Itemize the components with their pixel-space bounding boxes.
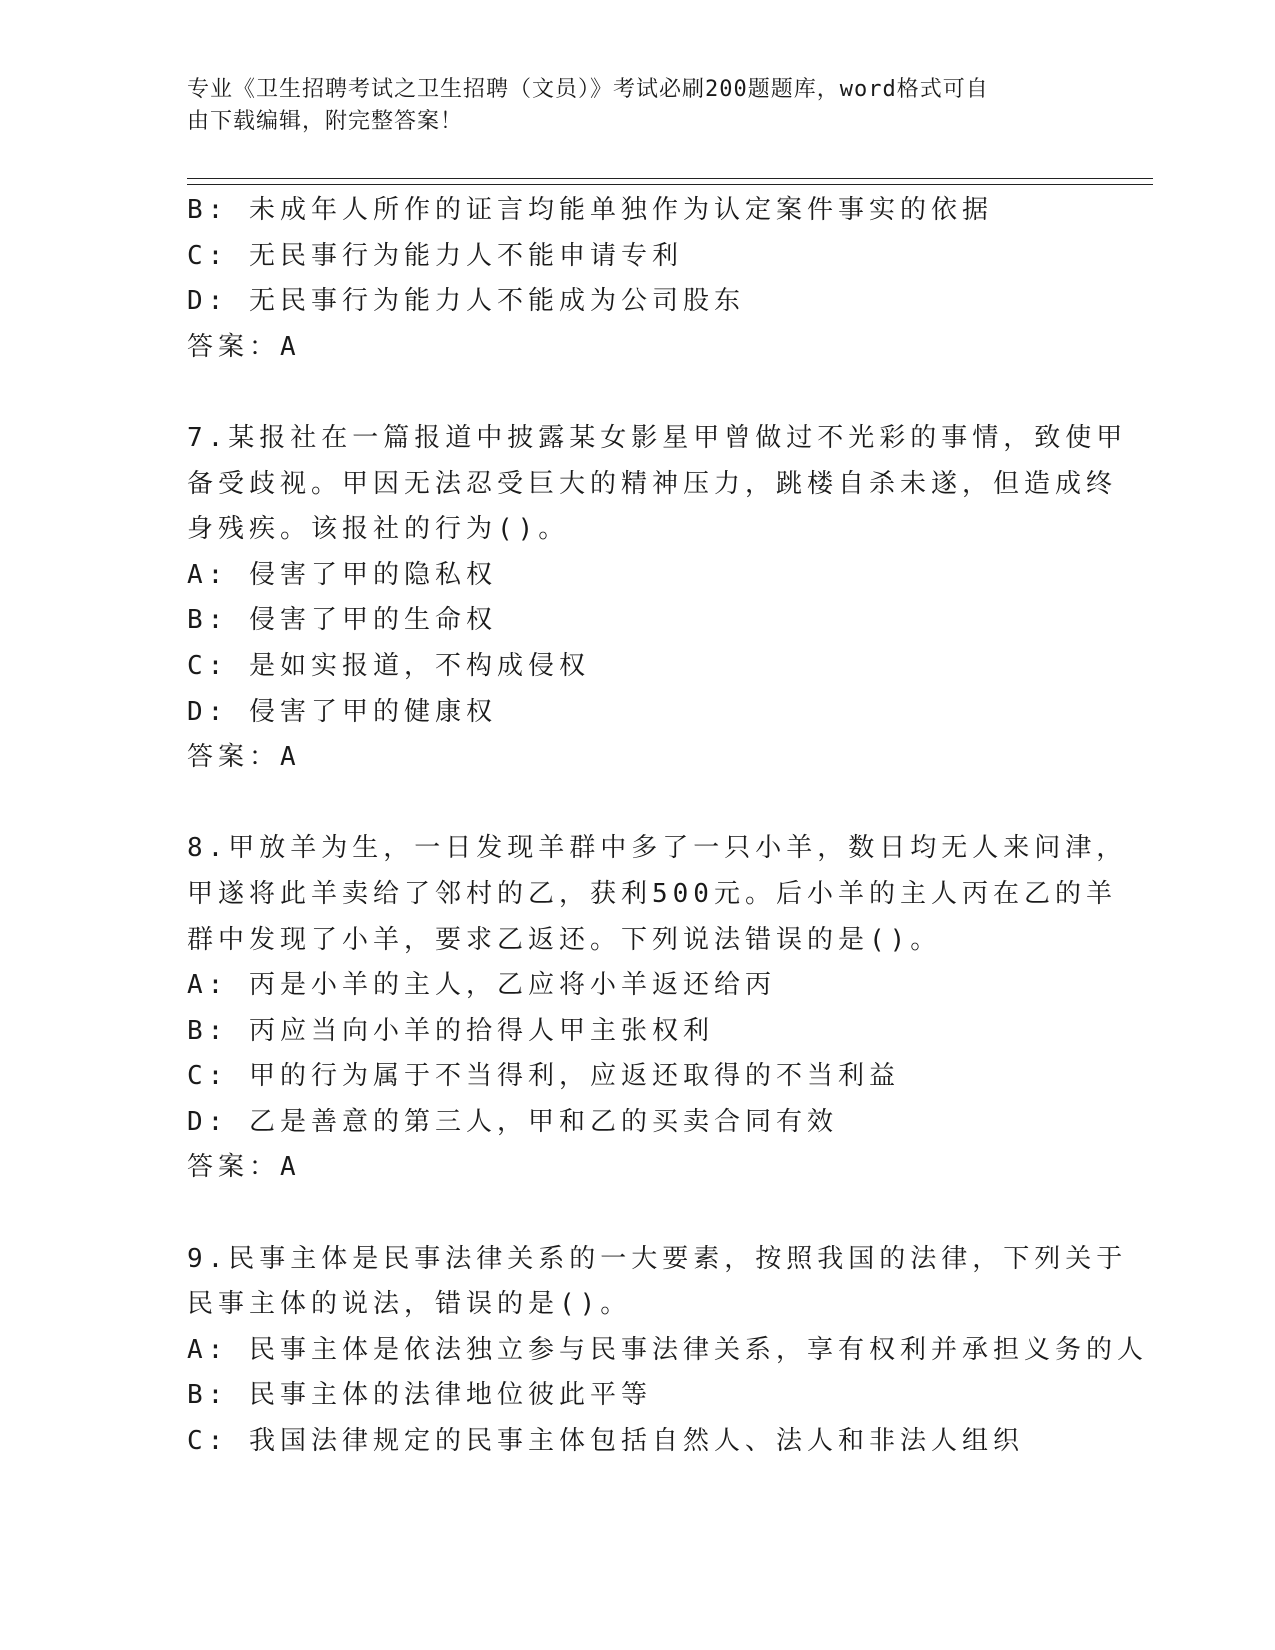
option-d: D: 侵害了甲的健康权	[187, 696, 497, 727]
option-b: B: 侵害了甲的生命权	[187, 605, 497, 636]
question-stem-line: 民事主体的说法，错误的是()。	[187, 1289, 632, 1320]
option-b: B: 未成年人所作的证言均能单独作为认定案件事实的依据	[187, 195, 993, 225]
question-stem-line: 7.某报社在一篇报道中披露某女影星甲曾做过不光彩的事情，致使甲	[187, 422, 1128, 453]
question-stem-line: 备受歧视。甲因无法忍受巨大的精神压力，跳楼自杀未遂，但造成终	[187, 468, 1118, 499]
page-header	[187, 74, 1067, 138]
header-divider-top	[187, 178, 1153, 179]
option-d: D: 乙是善意的第三人，甲和乙的买卖合同有效	[187, 1106, 838, 1137]
option-c: C: 甲的行为属于不当得利，应返还取得的不当利益	[187, 1061, 900, 1092]
option-a: A: 丙是小羊的主人，乙应将小羊返还给丙	[187, 970, 776, 1001]
question-9	[187, 1237, 1148, 1465]
option-c: C: 我国法律规定的民事主体包括自然人、法人和非法人组织	[187, 1426, 1024, 1457]
header-line-1: 专业《卫生招聘考试之卫生招聘（文员）》考试必刷200题题库，word格式可自	[187, 77, 989, 102]
option-a: A: 侵害了甲的隐私权	[187, 559, 497, 590]
option-c: C: 是如实报道，不构成侵权	[187, 650, 590, 681]
question-body	[187, 188, 1148, 1465]
option-c: C: 无民事行为能力人不能申请专利	[187, 240, 683, 271]
question-stem-line: 8.甲放羊为生，一日发现羊群中多了一只小羊，数日均无人来问津，	[187, 833, 1128, 864]
spacer	[187, 370, 1087, 416]
question-7	[187, 416, 1128, 781]
answer-line: 答案：A	[187, 331, 301, 362]
option-b: B: 丙应当向小羊的拾得人甲主张权利	[187, 1015, 714, 1046]
question-stem-line: 身残疾。该报社的行为()。	[187, 514, 570, 545]
answer-line: 答案：A	[187, 742, 301, 773]
question-8	[187, 826, 1128, 1191]
question-6-continued	[187, 188, 1087, 370]
answer-line: 答案：A	[187, 1152, 301, 1183]
spacer	[187, 781, 1087, 827]
question-stem-line: 甲遂将此羊卖给了邻村的乙，获利500元。后小羊的主人丙在乙的羊	[187, 878, 1117, 909]
question-stem-line: 群中发现了小羊，要求乙返还。下列说法错误的是()。	[187, 924, 942, 955]
option-b: B: 民事主体的法律地位彼此平等	[187, 1380, 652, 1411]
header-divider-bottom	[187, 184, 1153, 185]
option-d: D: 无民事行为能力人不能成为公司股东	[187, 286, 745, 317]
question-stem-line: 9.民事主体是民事法律关系的一大要素，按照我国的法律，下列关于	[187, 1243, 1128, 1274]
spacer	[187, 1191, 1087, 1237]
header-line-2: 由下载编辑，附完整答案！	[187, 109, 464, 134]
option-a: A: 民事主体是依法独立参与民事法律关系，享有权利并承担义务的人	[187, 1334, 1148, 1365]
